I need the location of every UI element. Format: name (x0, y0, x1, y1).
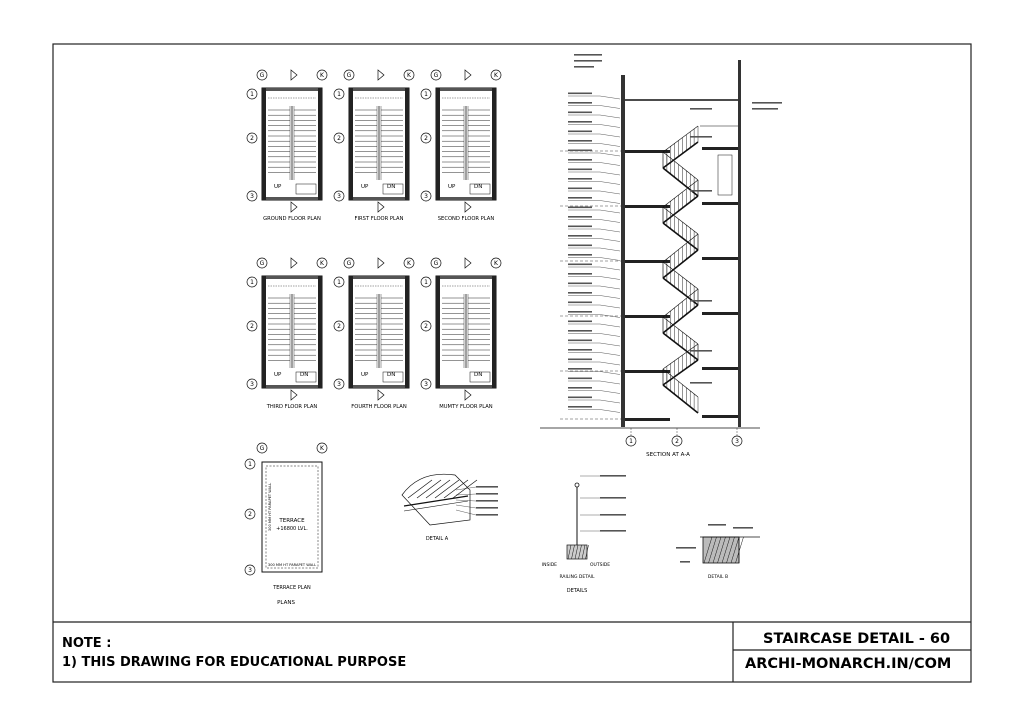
stair-handrail (663, 262, 698, 289)
annotation-note (568, 368, 592, 370)
floor-plan (247, 258, 327, 410)
annotation-leader (600, 381, 620, 384)
annotation-note (568, 340, 592, 342)
annotation-note (733, 527, 753, 529)
plan-wall-right (318, 276, 322, 388)
plan-wall-top (440, 276, 492, 279)
handrail-section (575, 483, 579, 487)
annotation-note (568, 406, 592, 408)
detail-b-label: DETAIL B (707, 575, 729, 580)
annotation-note (600, 514, 626, 516)
annotation-note (476, 486, 498, 488)
annotation-leader (600, 115, 620, 118)
section-marker-icon (465, 70, 471, 80)
up-label: UP (361, 184, 369, 190)
sheet-title: STAIRCASE DETAIL - 60 (763, 631, 951, 647)
annotation-leader (600, 172, 620, 175)
annotation-leader (600, 353, 620, 356)
tread-hatch (417, 480, 441, 498)
annotation-leader (600, 305, 620, 308)
tread-hatch (426, 480, 450, 498)
plan-wall-left (262, 88, 266, 200)
annotation-note (708, 524, 726, 526)
annotation-note (568, 102, 592, 104)
tread-hatch (444, 480, 468, 498)
grid-bubble-label: 3 (337, 193, 341, 201)
railing-base (567, 545, 587, 559)
stair-flight (663, 196, 698, 223)
annotation-note (476, 500, 498, 502)
dn-label: DN (387, 372, 396, 378)
stair-flight (663, 305, 698, 333)
annotation-leader (456, 494, 476, 495)
inside-label: INSIDE (541, 563, 557, 568)
grid-bubble-label: 1 (337, 279, 341, 287)
terrace-level: +16800 LVL. (276, 526, 308, 532)
annotation-leader (600, 220, 620, 223)
stair-flight (663, 250, 698, 278)
plan-label: MUMTY FLOOR PLAN (439, 404, 493, 410)
annotation-leader (600, 210, 620, 213)
dn-label: DN (474, 184, 483, 190)
stair-handrail (663, 180, 698, 207)
annotation-note (680, 561, 690, 563)
plan-wall-left (262, 276, 266, 388)
floor-plan (334, 70, 414, 222)
annotation-note (568, 302, 592, 304)
plan-wall-top (266, 88, 318, 91)
plan-wall-bottom (440, 385, 492, 388)
annotation-leader (600, 106, 620, 109)
plan-label: GROUND FLOOR PLAN (263, 216, 321, 222)
annotation-leader (600, 372, 620, 375)
annotation-note (568, 188, 592, 190)
up-label: UP (448, 184, 456, 190)
annotation-note (568, 264, 592, 266)
annotation-note (568, 150, 592, 152)
section-marker-icon (465, 258, 471, 268)
grid-bubble-label: 2 (675, 438, 679, 446)
grid-bubble-label: 1 (337, 91, 341, 99)
annotation-note (690, 136, 712, 138)
plan-wall-left (349, 276, 353, 388)
annotation-note (568, 359, 592, 361)
stair-handrail (663, 234, 698, 262)
annotation-leader (600, 248, 620, 251)
section-landing-slab (702, 147, 738, 150)
annotation-note (752, 108, 778, 110)
grid-bubble-label: 2 (248, 511, 252, 519)
parapet-wall-label-vertical: 300 MM HT PARAPET WALL (268, 482, 272, 532)
annotation-note (568, 207, 592, 209)
section-wall-right (738, 60, 741, 427)
annotation-note (752, 102, 782, 104)
annotation-note (476, 514, 498, 516)
grid-bubble-label: 1 (424, 279, 428, 287)
floor-plan (421, 258, 501, 410)
grid-bubble-label: K (407, 260, 411, 268)
detail-b (676, 524, 760, 580)
stair-handrail (663, 126, 698, 152)
stair-handrail (663, 317, 698, 344)
grid-bubble-label: K (320, 260, 324, 268)
section-label: SECTION AT A-A (646, 452, 690, 458)
annotation-leader (600, 134, 620, 137)
grid-bubble-label: G (259, 445, 265, 453)
annotation-leader (600, 391, 620, 394)
annotation-note (690, 108, 712, 110)
tread-line (404, 501, 468, 511)
stair-handrail (663, 289, 698, 317)
plan-wall-bottom (440, 197, 492, 200)
annotation-note (690, 350, 712, 352)
plan-wall-right (492, 276, 496, 388)
section-aa (540, 54, 782, 458)
grid-bubble-label: 1 (248, 461, 252, 469)
annotation-note (690, 300, 712, 302)
annotation-note (568, 235, 592, 237)
annotation-note (600, 530, 626, 532)
annotation-leader (600, 229, 620, 232)
plan-wall-top (440, 88, 492, 91)
annotation-leader (600, 258, 620, 261)
plan-wall-left (436, 276, 440, 388)
annotation-note (568, 311, 592, 313)
grid-bubble-label: 1 (424, 91, 428, 99)
annotation-leader (600, 96, 620, 99)
plan-wall-right (318, 88, 322, 200)
annotation-leader (600, 362, 620, 365)
grid-bubble-label: 2 (424, 323, 428, 331)
plan-wall-bottom (266, 197, 318, 200)
floor-plan (247, 70, 327, 222)
plan-label: SECOND FLOOR PLAN (437, 216, 495, 222)
up-label: UP (274, 372, 282, 378)
tread-hatch (453, 480, 477, 498)
plan-label: FOURTH FLOOR PLAN (351, 404, 407, 410)
annotation-leader (600, 277, 620, 280)
annotation-leader (456, 510, 476, 515)
spec-box (296, 184, 316, 194)
section-landing-slab (702, 202, 738, 205)
annotation-note (690, 190, 712, 192)
note-line-1: 1) THIS DRAWING FOR EDUCATIONAL PURPOSE (62, 655, 407, 670)
dn-label: DN (300, 372, 309, 378)
plan-wall-bottom (353, 197, 405, 200)
door-outline (718, 155, 732, 195)
grid-bubble-label: 2 (250, 135, 254, 143)
grid-bubble-label: K (320, 72, 324, 80)
terrace-plan-label: TERRACE PLAN (273, 585, 311, 591)
annotation-note (568, 140, 592, 142)
annotation-note (600, 497, 626, 499)
plan-wall-left (349, 88, 353, 200)
annotation-note (568, 159, 592, 161)
annotation-leader (600, 410, 620, 413)
stair-handrail (663, 152, 698, 180)
plan-wall-top (266, 276, 318, 279)
grid-bubble-label: G (346, 72, 352, 80)
annotation-leader (456, 487, 476, 490)
detail-b-block (703, 537, 739, 563)
section-marker-icon (378, 70, 384, 80)
annotation-note (574, 54, 602, 56)
annotation-note (568, 321, 592, 323)
annotation-leader (600, 163, 620, 166)
parapet-line (266, 466, 318, 568)
plan-wall-right (405, 276, 409, 388)
annotation-leader (600, 296, 620, 299)
plan-wall-bottom (353, 385, 405, 388)
detail-a-boundary (402, 474, 470, 525)
section-marker-icon (291, 202, 297, 212)
annotation-note (476, 507, 498, 509)
detail-a-label: DETAIL A (425, 536, 449, 542)
annotation-note (568, 216, 592, 218)
grid-bubble-label: 2 (250, 323, 254, 331)
annotation-leader (600, 343, 620, 346)
annotation-note (568, 387, 592, 389)
annotation-leader (600, 267, 620, 270)
up-label: UP (274, 184, 282, 190)
terrace-plan (245, 443, 327, 606)
sheet-border (53, 44, 971, 682)
grid-bubble-label: 3 (424, 193, 428, 201)
stair-flight (663, 223, 698, 250)
section-marker-icon (291, 70, 297, 80)
annotation-note (568, 121, 592, 123)
terrace-name: TERRACE (279, 518, 305, 524)
annotation-note (568, 283, 592, 285)
tread-hatch (435, 480, 459, 498)
annotation-leader (456, 500, 476, 501)
annotation-note (568, 330, 592, 332)
plan-wall-top (353, 88, 405, 91)
grid-bubble-label: K (320, 445, 324, 453)
annotation-note (676, 547, 696, 549)
sheet-website: ARCHI-MONARCH.IN/COM (745, 656, 952, 672)
plan-wall-bottom (266, 385, 318, 388)
plans-group-label: PLANS (277, 600, 295, 606)
annotation-note (568, 131, 592, 133)
dn-label: DN (474, 372, 483, 378)
up-label: UP (361, 372, 369, 378)
dn-label: DN (387, 184, 396, 190)
section-landing-slab (702, 367, 738, 370)
grid-bubble-label: G (433, 72, 439, 80)
section-landing-slab (702, 312, 738, 315)
detail-a (402, 474, 498, 542)
annotation-leader (600, 334, 620, 337)
annotation-note (568, 349, 592, 351)
railing-detail (542, 475, 626, 594)
stair-flight (663, 168, 698, 196)
floor-plan (421, 70, 501, 222)
annotation-leader (600, 153, 620, 156)
section-marker-icon (291, 390, 297, 400)
floor-plan (334, 258, 414, 410)
annotation-note (574, 66, 594, 68)
grid-bubble-label: 2 (337, 135, 341, 143)
grid-bubble-label: 1 (250, 279, 254, 287)
annotation-leader (600, 125, 620, 128)
grid-bubble-label: G (433, 260, 439, 268)
annotation-note (568, 292, 592, 294)
outside-label: OUTSIDE (590, 563, 611, 568)
annotation-leader (600, 239, 620, 242)
railing-detail-label: RAILING DETAIL (559, 575, 595, 580)
stair-flight (663, 333, 698, 360)
stair-handrail (663, 207, 698, 234)
annotation-note (574, 60, 602, 62)
annotation-note (690, 382, 712, 384)
annotation-leader (600, 324, 620, 327)
grid-bubble-label: 3 (250, 381, 254, 389)
grid-bubble-label: K (494, 260, 498, 268)
section-marker-icon (378, 390, 384, 400)
grid-bubble-label: 1 (629, 438, 633, 446)
plan-wall-right (492, 88, 496, 200)
section-marker-icon (465, 202, 471, 212)
grid-bubble-label: K (494, 72, 498, 80)
parapet-wall-label: 300 MM HT PARAPET WALL (267, 563, 317, 567)
plan-label: FIRST FLOOR PLAN (354, 216, 404, 222)
stair-flight (663, 142, 698, 168)
grid-bubble-label: 1 (250, 91, 254, 99)
plan-wall-right (405, 88, 409, 200)
annotation-note (568, 378, 592, 380)
section-floor-slab (625, 418, 670, 421)
annotation-note (568, 254, 592, 256)
grid-bubble-label: G (259, 72, 265, 80)
annotation-note (600, 475, 626, 477)
details (402, 474, 760, 594)
section-landing-slab (702, 257, 738, 260)
grid-bubble-label: G (346, 260, 352, 268)
grid-bubble-label: 3 (250, 193, 254, 201)
annotation-leader (456, 505, 476, 508)
grid-bubble-label: K (407, 72, 411, 80)
annotation-note (568, 397, 592, 399)
annotation-leader (600, 144, 620, 147)
annotation-note (568, 273, 592, 275)
section-landing-slab (702, 415, 738, 418)
floor-plans (247, 70, 501, 410)
annotation-leader (600, 191, 620, 194)
annotation-note (568, 245, 592, 247)
annotation-leader (600, 286, 620, 289)
annotation-leader (600, 182, 620, 185)
grid-bubble-label: 2 (337, 323, 341, 331)
annotation-note (568, 178, 592, 180)
tread-hatch (408, 480, 432, 498)
grid-bubble-label: 3 (735, 438, 739, 446)
section-marker-icon (378, 202, 384, 212)
grid-bubble-label: 3 (337, 381, 341, 389)
section-marker-icon (378, 258, 384, 268)
stair-flight (663, 385, 698, 413)
section-marker-icon (465, 390, 471, 400)
section-floor-slab (625, 370, 670, 373)
details-group-label: DETAILS (566, 588, 588, 594)
plan-wall-left (436, 88, 440, 200)
grid-bubble-label: 3 (248, 567, 252, 575)
section-marker-icon (291, 258, 297, 268)
grid-bubble-label: 3 (424, 381, 428, 389)
annotation-note (568, 93, 592, 95)
section-wall-left (621, 75, 625, 427)
plan-label: THIRD FLOOR PLAN (266, 404, 318, 410)
annotation-note (568, 169, 592, 171)
annotation-note (568, 226, 592, 228)
note-heading: NOTE : (62, 636, 112, 651)
annotation-note (476, 493, 498, 495)
grid-bubble-label: G (259, 260, 265, 268)
grid-bubble-label: 2 (424, 135, 428, 143)
annotation-leader (600, 201, 620, 204)
plan-wall-top (353, 276, 405, 279)
annotation-note (568, 197, 592, 199)
annotation-note (568, 112, 592, 114)
annotation-leader (600, 400, 620, 403)
